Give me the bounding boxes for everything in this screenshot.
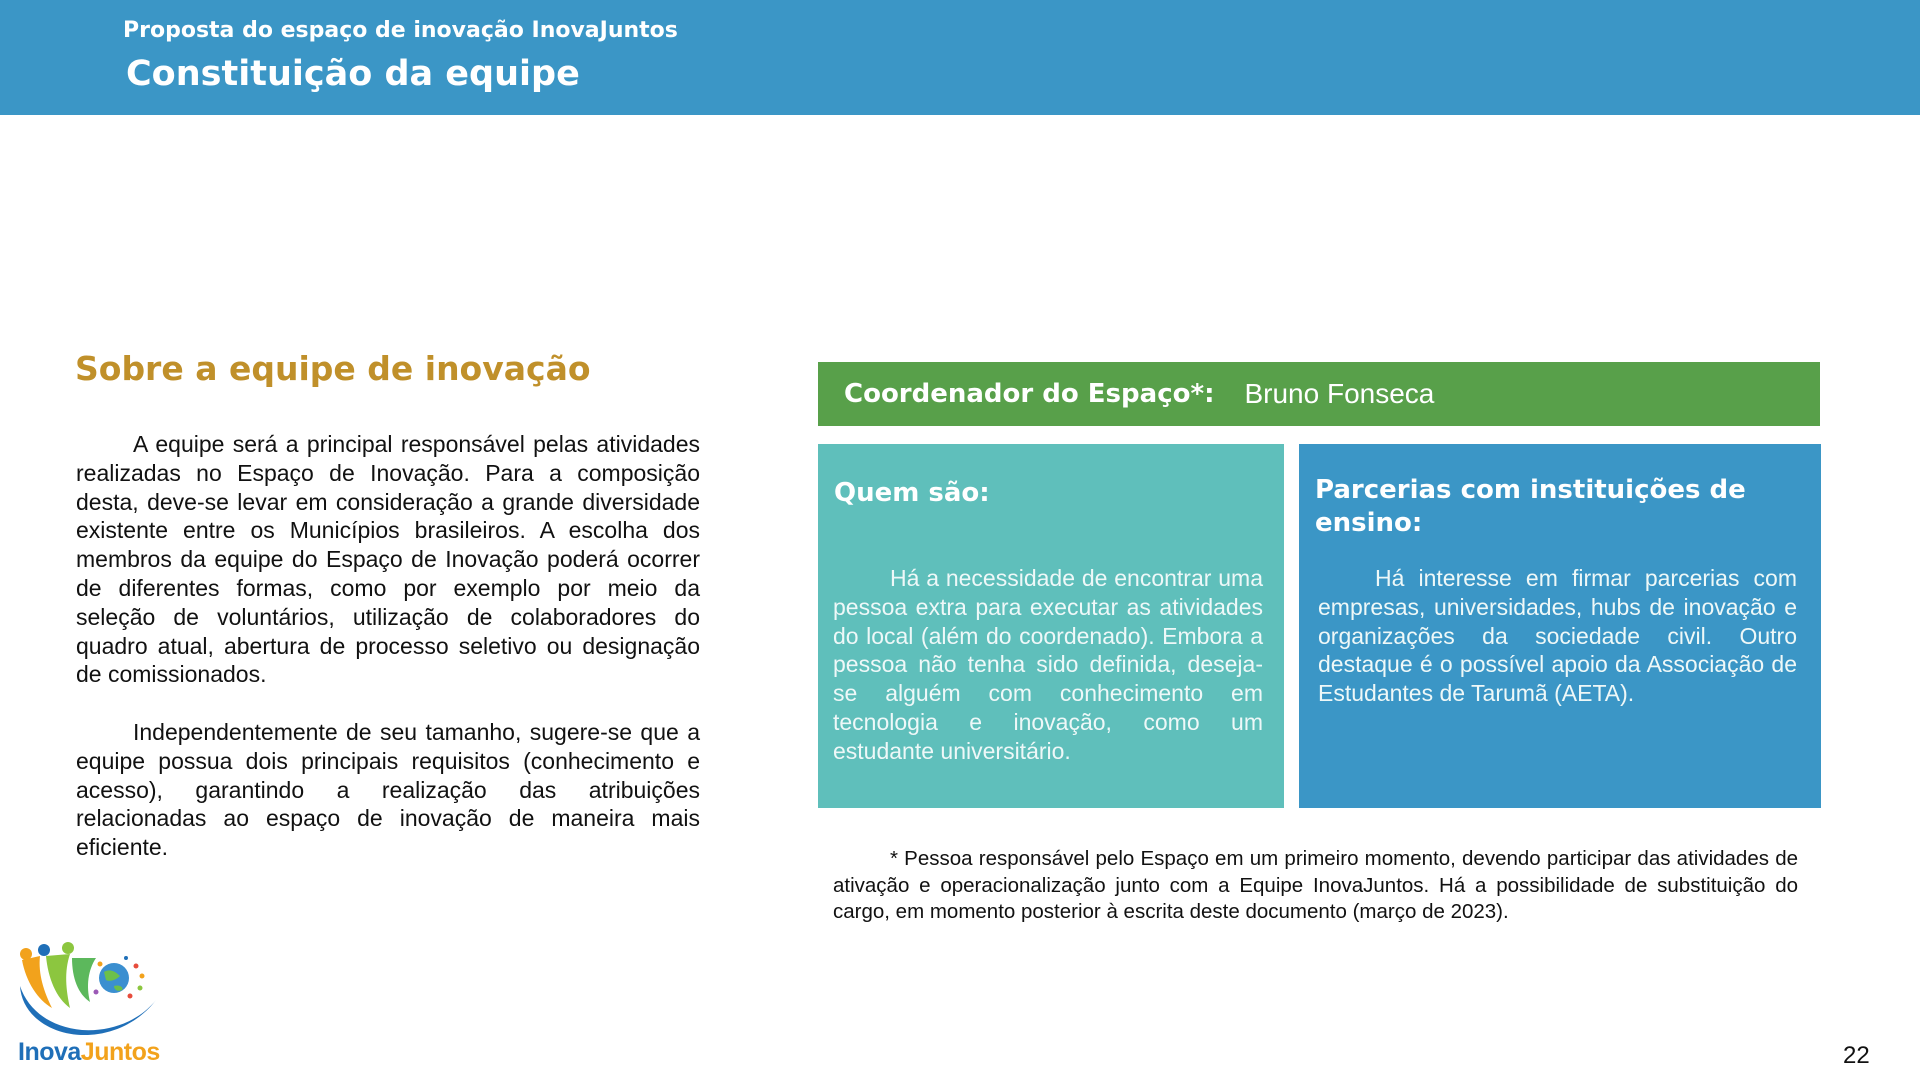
- inovajuntos-logo-icon: [16, 942, 164, 1042]
- logo-wordmark: [18, 1038, 160, 1067]
- section-heading: Sobre a equipe de inovação: [75, 349, 591, 388]
- partners-box: [1299, 444, 1821, 808]
- who-box-title: Quem são:: [834, 478, 990, 508]
- who-box-paragraph: Há a necessidade de encontrar uma pessoa extra para executar as atividades do local (além do coordenado). Embora a pessoa não tenha sido definida, deseja-se alguém com conhecimento em tecnologia e inovação, como um estudante universitário.: [833, 565, 1263, 764]
- header-subtitle: Proposta do espaço de inovação InovaJuntos: [123, 18, 678, 43]
- inovajuntos-logo: [16, 942, 164, 1067]
- header-bar: [0, 0, 1920, 115]
- body-paragraph: A equipe será a principal responsável pelas atividades realizadas no Espaço de Inovação. Para a composição desta, deve-se levar em consideração a grande diversidade existente entre os Municípios brasileiros. A escolha dos membros da equipe do Espaço de Inovação poderá ocorrer de diferentes formas, como por exemplo por meio da seleção de voluntários, utilização de colaboradores do quadro atual, abertura de processo seletivo ou designação de comissionados.: [76, 431, 700, 688]
- footnote: [833, 846, 1798, 926]
- coordinator-bar: [818, 362, 1820, 426]
- coordinator-name: Bruno Fonseca: [1244, 378, 1435, 409]
- partners-box-paragraph: Há interesse em firmar parcerias com empresas, universidades, hubs de inovação e organizações da sociedade civil. Outro destaque é o possível apoio da Associação de Estudantes de Tarumã (AETA).: [1318, 565, 1797, 707]
- page-number: 22: [1843, 1042, 1870, 1069]
- page-title: Constituição da equipe: [126, 54, 580, 94]
- coordinator-label: Coordenador do Espaço*:: [844, 379, 1215, 409]
- partners-box-title: Parcerias com instituições de ensino:: [1315, 475, 1746, 538]
- footnote-text: * Pessoa responsável pelo Espaço em um primeiro momento, devendo participar das atividades de ativação e operacionalização junto com a Equipe InovaJuntos. Há a possibilidade de substituição do cargo, em momento posterior à escrita deste documento (março de 2023).: [833, 847, 1798, 923]
- who-box: [818, 444, 1284, 808]
- body-paragraph: Independentemente de seu tamanho, sugere-se que a equipe possua dois principais requisitos (conhecimento e acesso), garantindo a realização das atribuições relacionadas ao espaço de inovação de maneira mais eficiente.: [76, 718, 700, 861]
- logo-wordmark-juntos: Juntos: [80, 1038, 160, 1066]
- who-box-text: [833, 564, 1263, 766]
- body-text: [76, 430, 700, 862]
- partners-box-text: [1318, 564, 1797, 708]
- logo-wordmark-inova: Inova: [18, 1038, 81, 1066]
